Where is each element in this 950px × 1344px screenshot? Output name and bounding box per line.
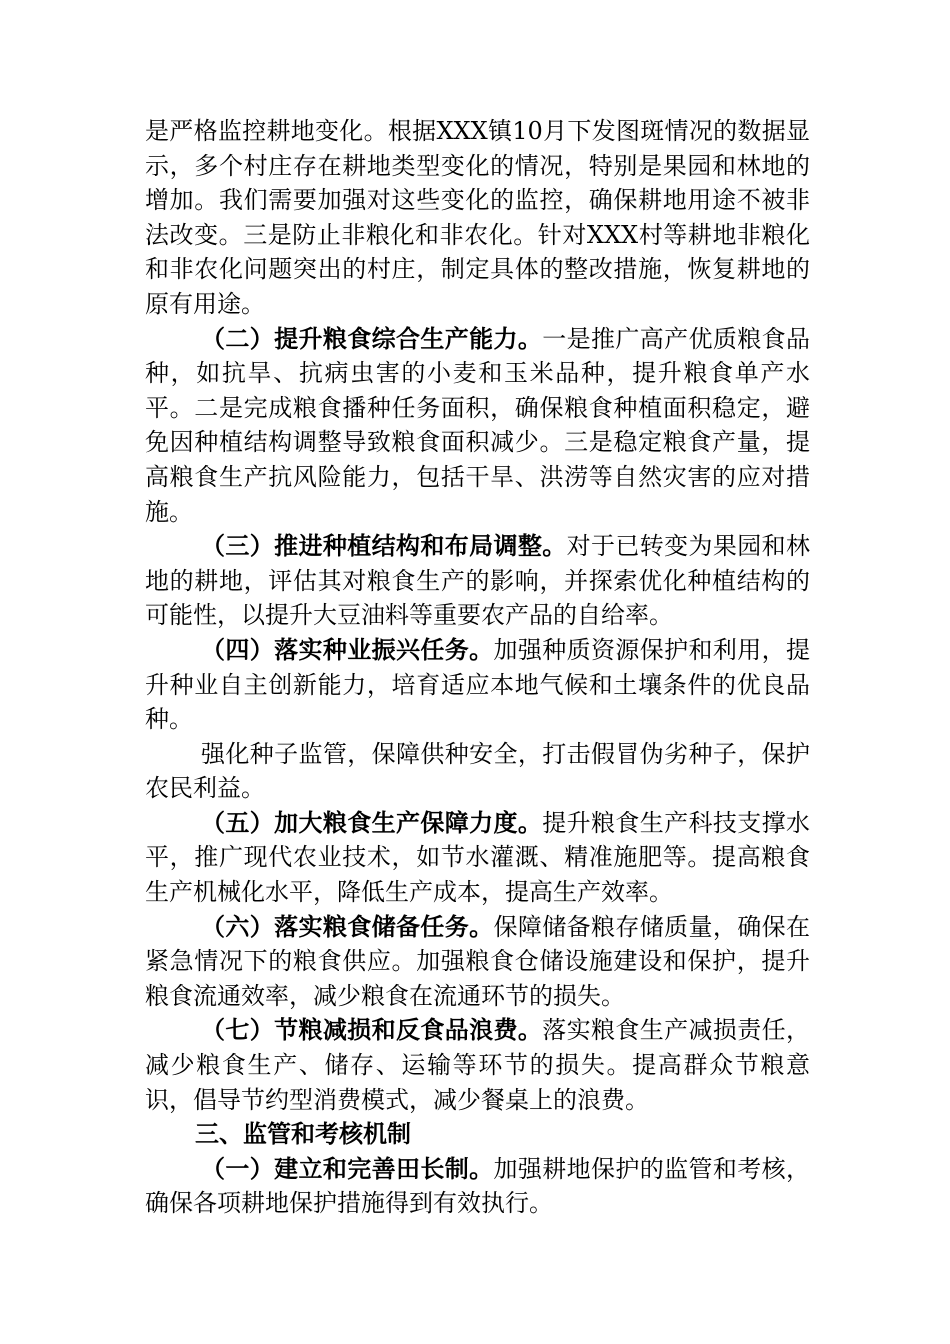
paragraph-continuation: [145, 114, 810, 322]
paragraph-grain-reserve: [145, 910, 810, 1014]
paragraph-text: 加强耕地保护的监管和考核，确保各项耕地保护措施得到有效执行。: [145, 1154, 810, 1218]
document-page: [145, 114, 810, 1221]
paragraph-lead: （一）建立和完善田长制。: [201, 1153, 494, 1183]
paragraph-text: 提升粮食生产科技支撑水平，推广现代农业技术，如节水灌溉、精准施肥等。提高粮食生产机械化水平，降低生产成本，提高生产效率。: [145, 808, 810, 907]
paragraph-text: 是严格监控耕地变化。根据XXX镇10月下发图斑情况的数据显示，多个村庄存在耕地类型变化的情况，特别是果园和林地的增加。我们需要加强对这些变化的监控，确保耕地用途不被非法改变。三是防止非粮化和非农化。针对XXX村等耕地非粮化和非农化问题突出的村庄，制定具体的整改措施，恢复耕地的原有用途。: [145, 117, 810, 318]
paragraph-text: 强化种子监管，保障供种安全，打击假冒伪劣种子，保护农民利益。: [145, 739, 810, 803]
paragraph-production-support: [145, 806, 810, 910]
paragraph-lead: （二）提升粮食综合生产能力。: [201, 323, 543, 353]
paragraph-field-chief: [145, 1152, 810, 1221]
paragraph-lead: （五）加大粮食生产保障力度。: [201, 807, 543, 837]
section-heading: 三、监管和考核机制: [195, 1120, 411, 1149]
paragraph-text: 加强种质资源保护和利用，提升种业自主创新能力，培育适应本地气候和土壤条件的优良品种。: [145, 635, 810, 734]
paragraph-planting-structure: [145, 529, 810, 633]
paragraph-anti-waste: [145, 1013, 810, 1117]
paragraph-lead: （四）落实种业振兴任务。: [201, 634, 494, 664]
paragraph-text: 对于已转变为果园和林地的耕地，评估其对粮食生产的影响，并探索优化种植结构的可能性，以提升大豆油料等重要农产品的自给率。: [145, 532, 810, 630]
paragraph-text: 一是推广高产优质粮食品种，如抗旱、抗病虫害的小麦和玉米品种，提升粮食单产水平。二是完成粮食播种任务面积，确保粮食种植面积稳定，避免因种植结构调整导致粮食面积减少。三是稳定粮食产量，提高粮食生产抗风险能力，包括干旱、洪涝等自然灾害的应对措施。: [145, 324, 810, 526]
paragraph-seed-supervision: [145, 737, 810, 806]
paragraph-seed-industry: [145, 633, 810, 737]
paragraph-text: 落实粮食生产减损责任，减少粮食生产、储存、运输等环节的损失。提高群众节粮意识，倡导节约型消费模式，减少餐桌上的浪费。: [145, 1016, 810, 1114]
paragraph-lead: （三）推进种植结构和布局调整。: [201, 531, 567, 561]
paragraph-grain-capacity: [145, 322, 810, 530]
paragraph-lead: （六）落实粮食储备任务。: [201, 911, 494, 941]
paragraph-lead: （七）节粮减损和反食品浪费。: [201, 1015, 543, 1045]
paragraph-text: 保障储备粮存储质量，确保在紧急情况下的粮食供应。加强粮食仓储设施建设和保护，提升粮食流通效率，减少粮食在流通环节的损失。: [145, 912, 810, 1010]
